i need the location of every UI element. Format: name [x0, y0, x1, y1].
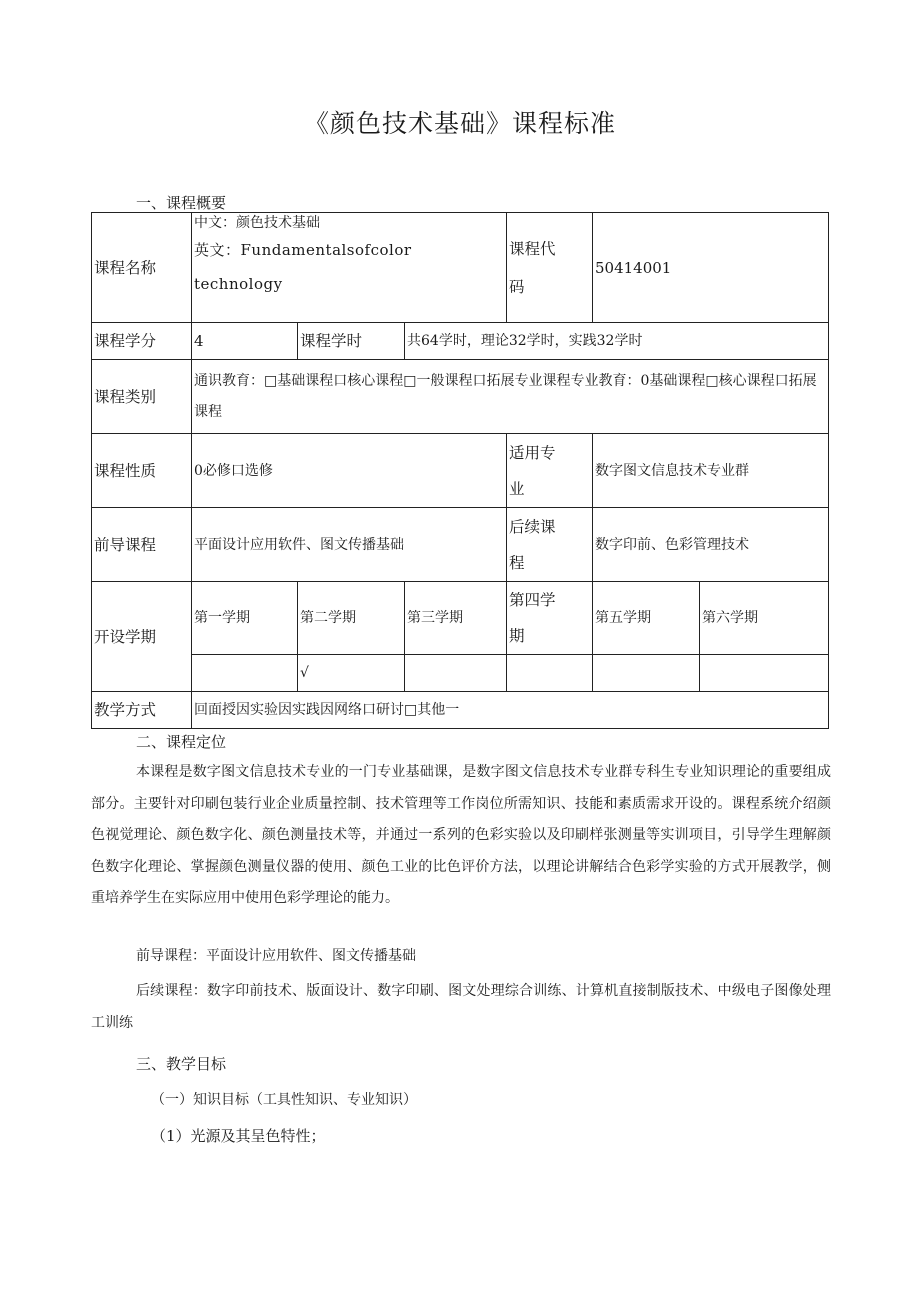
semester-5: 第五学期	[593, 582, 700, 655]
semester-mark-4	[507, 655, 593, 692]
cell-major-label: 适用专 业	[507, 434, 593, 508]
row-semesters	[92, 582, 829, 655]
semester-2: 第二学期	[298, 582, 405, 655]
section-heading-overview: 一、课程概要	[136, 194, 227, 212]
course-name-en-2: technology	[194, 275, 283, 293]
row-credits	[92, 323, 829, 360]
cell-nature-value: 0必修口选修	[192, 434, 507, 508]
row-nature	[92, 434, 829, 508]
goal-item-1: （1）光源及其呈色特性；	[151, 1127, 326, 1145]
cell-name-value	[192, 213, 507, 323]
semester-6: 第六学期	[700, 582, 829, 655]
cell-code-label: 课程代 码	[507, 213, 593, 323]
cell-method-value: 回面授因实验因实践因网络口研讨□其他一	[192, 692, 829, 729]
cell-prereq-value: 平面设计应用软件、图文传播基础	[192, 508, 507, 582]
cell-nature-label: 课程性质	[92, 434, 192, 508]
row-prereq	[92, 508, 829, 582]
row-method	[92, 692, 829, 729]
cell-major-value: 数字图文信息技术专业群	[593, 434, 829, 508]
cell-hours-label: 课程学时	[298, 323, 405, 360]
section-heading-positioning: 二、课程定位	[136, 733, 227, 751]
row-semester-marks	[92, 655, 829, 692]
cell-method-label: 教学方式	[92, 692, 192, 729]
semester-mark-5	[593, 655, 700, 692]
cell-semester-label: 开设学期	[92, 582, 192, 692]
semester-1: 第一学期	[192, 582, 298, 655]
course-info-table	[91, 212, 829, 729]
cell-hours-value: 共64学时，理论32学时，实践32学时	[405, 323, 829, 360]
knowledge-goal-heading: （一）知识目标（工具性知识、专业知识）	[151, 1092, 417, 1108]
semester-mark-1	[192, 655, 298, 692]
course-name-en-1: 英文：Fundamentalsofcolor	[194, 241, 412, 259]
semester-3: 第三学期	[405, 582, 507, 655]
cell-credit-label: 课程学分	[92, 323, 192, 360]
semester-mark-3	[405, 655, 507, 692]
cell-follow-label: 后续课 程	[507, 508, 593, 582]
cell-code-value: 50414001	[593, 213, 829, 323]
followup-paragraph: 后续课程：数字印前技术、版面设计、数字印刷、图文处理综合训练、计算机直接制版技术、中级电子图像处理工训练	[91, 983, 831, 1031]
row-category	[92, 360, 829, 434]
cell-prereq-label: 前导课程	[92, 508, 192, 582]
cell-category-value: 通识教育：□基础课程口核心课程□一般课程口拓展专业课程专业教育：0基础课程□核心课程口拓展课程	[192, 360, 829, 434]
semester-mark-2: √	[298, 655, 405, 692]
semester-4: 第四学 期	[507, 582, 593, 655]
cell-credit-value: 4	[192, 323, 298, 360]
page-title: 《颜色技术基础》课程标准	[303, 109, 616, 138]
cell-follow-value: 数字印前、色彩管理技术	[593, 508, 829, 582]
prereq-line: 前导课程：平面设计应用软件、图文传播基础	[136, 948, 416, 964]
section-heading-goals: 三、教学目标	[136, 1055, 227, 1073]
course-name-cn: 中文：颜色技术基础	[194, 215, 320, 231]
row-course-name	[92, 213, 829, 323]
cell-name-label: 课程名称	[92, 213, 192, 323]
positioning-paragraph: 本课程是数字图文信息技术专业的一门专业基础课，是数字图文信息技术专业群专科生专业知识理论的重要组成部分。主要针对印刷包装行业企业质量控制、技术管理等工作岗位所需知识、技能和素质需求开设的。课程系统介绍颜色视觉理论、颜色数字化、颜色测量技术等，并通过一系列的色彩实验以及印刷样张测量等实训项目，引导学生理解颜色数字化理论、掌握颜色测量仪器的使用、颜色工业的比色评价方法，以理论讲解结合色彩学实验的方式开展教学，侧重培养学生在实际应用中使用色彩学理论的能力。	[91, 764, 831, 906]
cell-category-label: 课程类别	[92, 360, 192, 434]
semester-mark-6	[700, 655, 829, 692]
